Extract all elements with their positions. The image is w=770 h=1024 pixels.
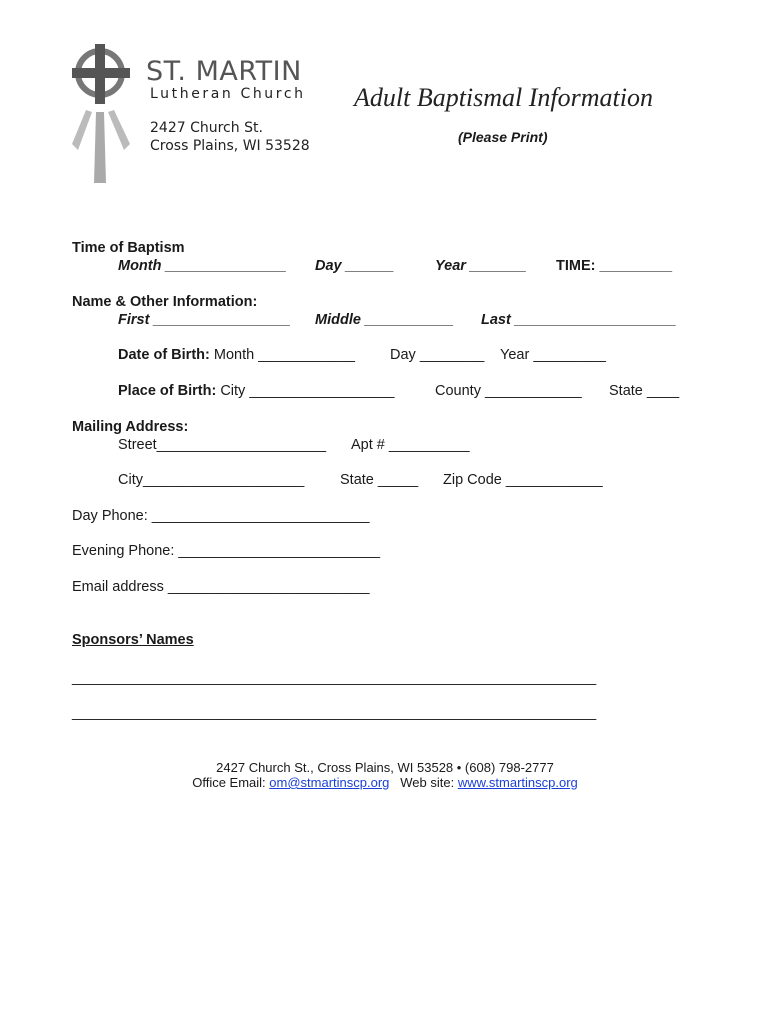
dob-year-field[interactable]: Year _________ (500, 347, 606, 363)
baptism-time-field[interactable]: TIME: _________ (556, 258, 673, 274)
mailing-city-field[interactable]: City____________________ (118, 472, 305, 488)
evening-phone-field[interactable]: Evening Phone: _________________________ (72, 543, 381, 559)
birth-state-field[interactable]: State ____ (609, 383, 680, 399)
page-subtitle: (Please Print) (458, 129, 548, 145)
place-of-birth-label: Place of Birth: (118, 383, 217, 399)
mailing-state-field[interactable]: State _____ (340, 472, 419, 488)
church-address-line2: Cross Plains, WI 53528 (150, 138, 310, 154)
sponsor-line-1[interactable]: _________________________________________________________________ (72, 670, 597, 686)
page-title: Adult Baptismal Information (354, 83, 653, 112)
date-of-birth-row (118, 347, 355, 363)
first-name-field[interactable]: First _________________ (118, 312, 291, 328)
mailing-address-heading: Mailing Address: (72, 419, 189, 435)
baptism-year-field[interactable]: Year _______ (435, 258, 527, 274)
zip-code-field[interactable]: Zip Code ____________ (443, 472, 603, 488)
church-address-line1: 2427 Church St. (150, 120, 263, 136)
baptism-month-field[interactable]: Month _______________ (118, 258, 287, 274)
birth-city-field[interactable]: City __________________ (220, 383, 395, 399)
apt-field[interactable]: Apt # __________ (351, 437, 470, 453)
church-name: ST. MARTIN (146, 56, 302, 87)
birth-county-field[interactable]: County ____________ (435, 383, 582, 399)
place-of-birth-row (118, 383, 394, 399)
office-email-link[interactable]: om@stmartinscp.org (269, 775, 390, 790)
dob-month-field[interactable]: Month ____________ (213, 347, 355, 363)
name-info-heading: Name & Other Information: (72, 294, 258, 310)
church-subname: Lutheran Church (150, 86, 306, 102)
time-of-baptism-heading: Time of Baptism (72, 240, 185, 256)
footer-address: 2427 Church St., Cross Plains, WI 53528 • (608) 798-2777 (216, 760, 554, 775)
date-of-birth-label: Date of Birth: (118, 347, 210, 363)
footer-contact (0, 775, 770, 790)
dob-day-field[interactable]: Day ________ (390, 347, 485, 363)
office-email-label: Office Email: (192, 775, 266, 790)
baptism-day-field[interactable]: Day ______ (315, 258, 395, 274)
sponsor-line-2[interactable]: _________________________________________________________________ (72, 705, 597, 721)
middle-name-field[interactable]: Middle ___________ (315, 312, 454, 328)
website-label: Web site: (400, 775, 455, 790)
last-name-field[interactable]: Last ____________________ (481, 312, 677, 328)
sponsors-heading: Sponsors’ Names (72, 632, 194, 648)
website-link[interactable]: www.stmartinscp.org (457, 775, 578, 790)
day-phone-field[interactable]: Day Phone: ___________________________ (72, 508, 370, 524)
street-field[interactable]: Street_____________________ (118, 437, 327, 453)
email-field[interactable]: Email address _________________________ (72, 579, 370, 595)
church-cross-icon (66, 40, 136, 185)
